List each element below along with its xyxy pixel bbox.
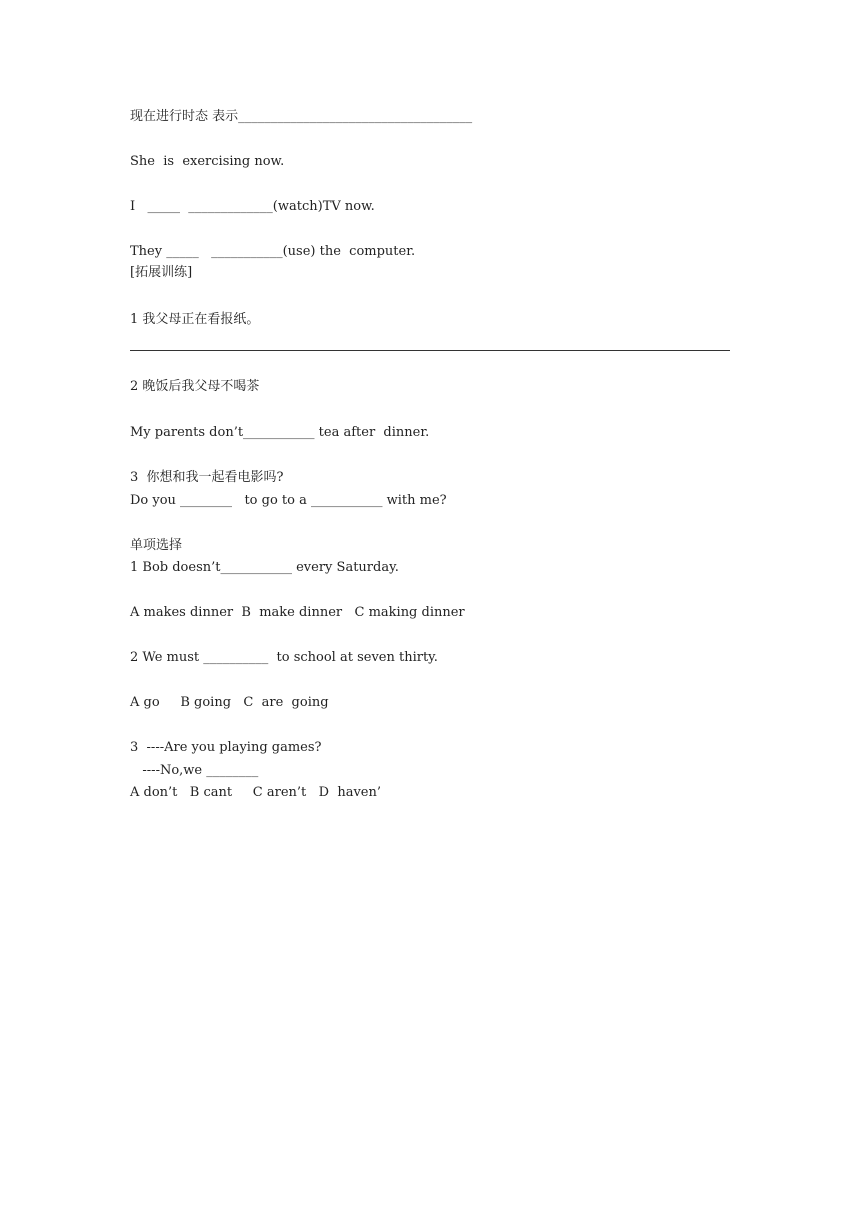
translation-item-3-sentence: Do you ________ to go to a ___________ with me? [130,493,447,508]
question-3-options: A don’t B cant C aren’t D haven’ [130,785,381,800]
question-3: 3 ----Are you playing games? [130,740,322,755]
translation-item-2: 2 晚饭后我父母不喝茶 [130,379,260,394]
question-1: 1 Bob doesn’t___________ every Saturday. [130,560,399,575]
intro-present-continuous-line: 现在进行时态 表示____________________________________ [130,109,473,124]
question-1-options: A makes dinner B make dinner C making dinner [130,605,465,620]
question-2-options: A go B going C are going [130,695,329,710]
translation-item-1: 1 我父母正在看报纸。 [130,312,260,327]
section-heading-extension: [拓展训练] [130,265,193,280]
section-heading-multiple-choice: 单项选择 [130,538,183,553]
translation-item-2-sentence: My parents don’t___________ tea after dinner. [130,425,430,440]
fill-blank-watch: I _____ _____________(watch)TV now. [130,199,375,214]
question-2: 2 We must __________ to school at seven thirty. [130,650,438,665]
translation-item-3: 3 你想和我一起看电影吗? [130,470,284,485]
fill-blank-use: They _____ ___________(use) the computer. [130,244,416,259]
answer-line [130,350,730,351]
question-3-reply: ----No,we ________ [130,763,259,778]
example-sentence: She is exercising now. [130,154,285,169]
